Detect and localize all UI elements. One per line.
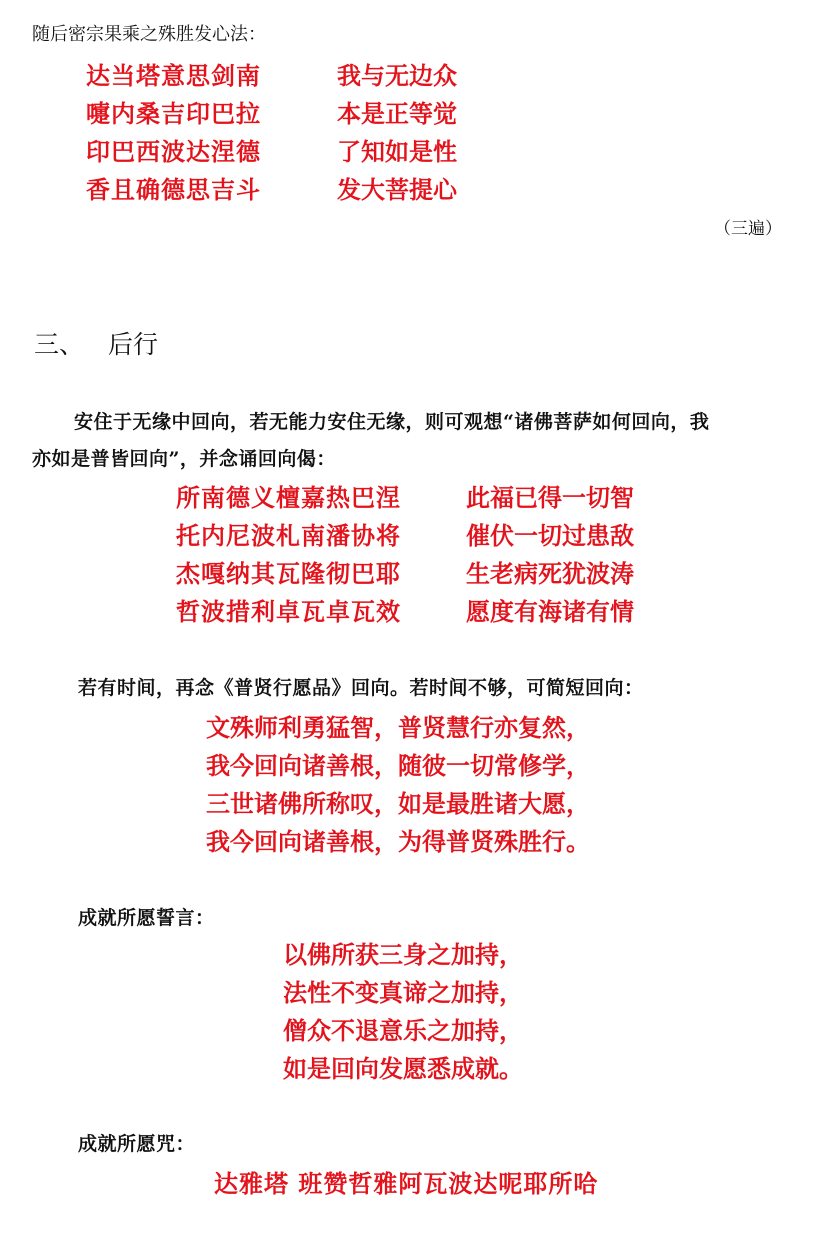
vow-line-4: 如是回向发愿悉成就。 xyxy=(283,1054,523,1083)
samantabhadra-line-2: 我今回向诸善根，随彼一切常修学， xyxy=(206,751,590,780)
dedication-verse-line-2: 催伏一切过患敌 xyxy=(466,521,634,550)
bodhicitta-verse-line-1: 我与无边众 xyxy=(337,61,457,90)
bodhicitta-mantra-line-2: 嚏内桑吉印巴拉 xyxy=(86,99,261,128)
bodhicitta-mantra-line-3: 印巴西波达涅德 xyxy=(86,137,261,166)
dedication-mantra-line-3: 杰嘎纳其瓦隆彻巴耶 xyxy=(176,559,401,588)
bodhicitta-verse-line-4: 发大菩提心 xyxy=(337,175,457,204)
samantabhadra-line-3: 三世诸佛所称叹，如是最胜诸大愿， xyxy=(206,789,590,818)
vow-title: 成就所愿誓言： xyxy=(78,907,215,929)
dedication-text-line-1: 安住于无缘中回向，若无能力安住无缘，则可观想“诸佛菩萨如何回向，我 xyxy=(74,411,710,433)
fulfillment-mantra: 达雅塔 班赞哲雅阿瓦波达呢耶所哈 xyxy=(214,1169,599,1198)
section-title: 后行 xyxy=(108,330,159,359)
bodhicitta-mantra-line-1: 达当塔意思剑南 xyxy=(86,61,261,90)
bodhicitta-intro: 随后密宗果乘之殊胜发心法： xyxy=(32,24,266,45)
section-number: 三、 xyxy=(34,330,85,359)
samantabhadra-line-1: 文殊师利勇猛智，普贤慧行亦复然， xyxy=(206,713,590,742)
samantabhadra-line-4: 我今回向诸善根，为得普贤殊胜行。 xyxy=(206,827,590,856)
dedication-mantra-line-4: 哲波措利卓瓦卓瓦效 xyxy=(176,597,401,626)
dedication-verse-line-4: 愿度有海诸有情 xyxy=(466,597,634,626)
repeat-count: （三遍） xyxy=(714,219,782,239)
dedication-mantra-line-1: 所南德义檀嘉热巴涅 xyxy=(176,483,401,512)
bodhicitta-verse-line-3: 了知如是性 xyxy=(337,137,457,166)
mantra-title: 成就所愿咒： xyxy=(78,1133,196,1155)
dedication-verse-line-3: 生老病死犹波涛 xyxy=(466,559,634,588)
dedication-verse-line-1: 此福已得一切智 xyxy=(466,483,634,512)
dedication-mantra-line-2: 托内尼波札南潘协将 xyxy=(176,521,401,550)
vow-line-2: 法性不变真谛之加持， xyxy=(283,978,523,1007)
bodhicitta-verse-line-2: 本是正等觉 xyxy=(337,99,457,128)
samantabhadra-intro: 若有时间，再念《普贤行愿品》回向。若时间不够，可简短回向： xyxy=(78,677,644,699)
vow-line-1: 以佛所获三身之加持， xyxy=(283,940,523,969)
bodhicitta-mantra-line-4: 香且确德思吉斗 xyxy=(86,175,261,204)
vow-line-3: 僧众不退意乐之加持， xyxy=(283,1016,523,1045)
dedication-text-line-2: 亦如是普皆回向”，并念诵回向偈： xyxy=(32,448,336,470)
